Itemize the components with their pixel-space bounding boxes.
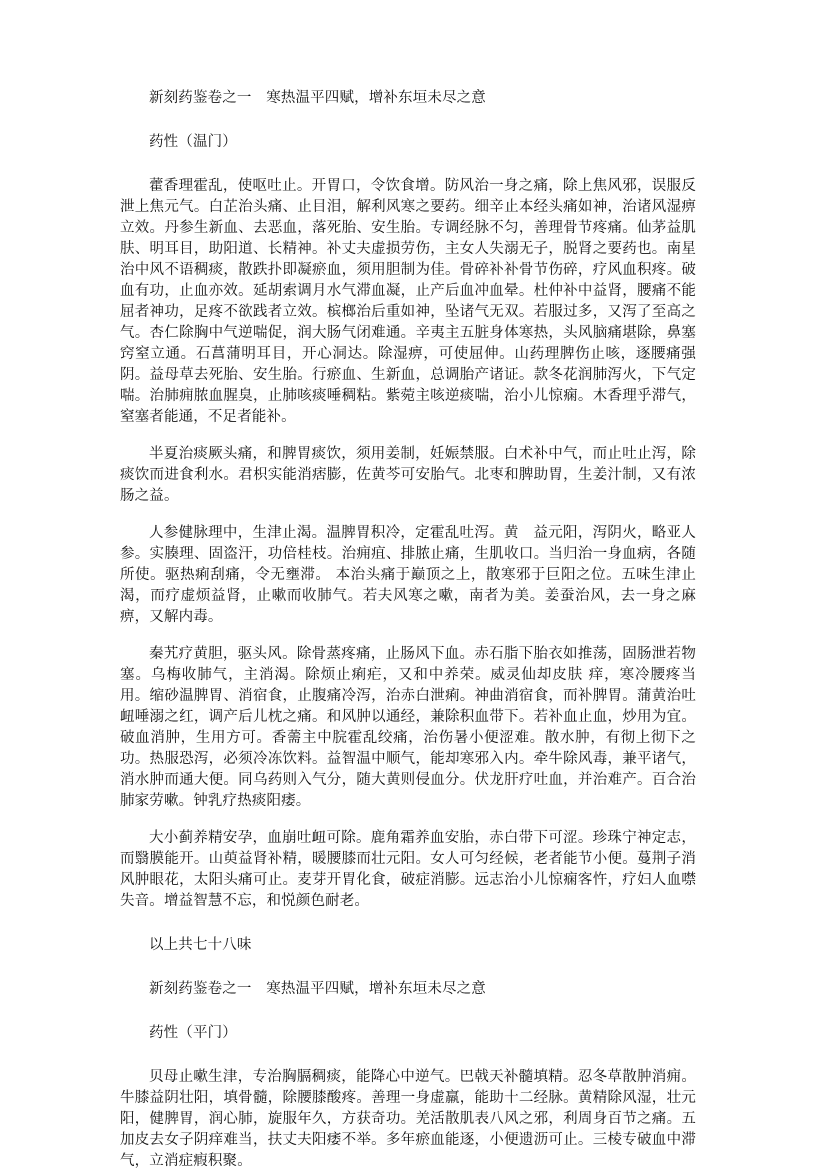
body-paragraph: 大小蓟养精安孕，血崩吐衄可除。鹿角霜养血安胎，赤白带下可涩。珍珠宁神定志，而翳膜能开。山萸益肾补精，暖腰膝而壮元阳。女人可匀经候，老者能节小便。蔓荆子消风肿眼花，太阳头痛可止。麦芽开胃化食，破症消膨。远志治小儿惊痫客忤，疗妇人血噤失音。增益智慧不忘，和悦颜色耐老。 — [120, 830, 696, 909]
section-title: 新刻药鉴卷之一 寒热温平四赋，增补东垣未尽之意 — [149, 90, 486, 106]
section-subtitle: 药性（温门） — [149, 134, 237, 150]
body-paragraph: 人参健脉理中，生津止渴。温脾胃积冷，定霍乱吐泻。黄 益元阳，泻阴火，略亚人参。实腠理、固盗汗，功倍桂枝。治痈疽、排脓止痛，生肌收口。当归治一身血病，各随所使。驱热痢刮痛，令无壅滞。 本治头痛于巅顶之上，散寒邪于巨阳之位。五味生津止渴，而疗虚烦益肾，止嗽而收肺气。若夫风寒之嗽，南者为美。姜蚕治风，去一身之麻痹，又解内毒。 — [120, 525, 696, 625]
document-page — [120, 88, 696, 1172]
body-paragraph: 藿香理霍乱，使呕吐止。开胃口，令饮食增。防风治一身之痛，除上焦风邪，误服反泄上焦元气。白芷治头痛、止目泪，解利风寒之要药。细辛止本经头痛如神，治诸风湿痹立效。丹参生新血、去恶血，落死胎、安生胎。专调经脉不匀，善理骨节疼痛。仙茅益肌肤、明耳目，助阳道、长精神。补丈夫虚损劳伤，主女人失溺无子，脱肾之要药也。南星治中风不语稠痰，散跌扑即凝瘀血，须用胆制为佳。骨碎补补骨节伤碎，疗风血积疼。破血有功，止血亦效。延胡索调月水气滞血凝，止产后血冲血晕。杜仲补中益肾，腰痛不能屈者神功，足疼不欲践者立效。槟榔治后重如神，坠诸气无双。若服过多，又泻了至高之气。杏仁除胸中气逆喘促，润大肠气闭难通。辛夷主五脏身体寒热，头风脑痛堪除，鼻塞窍窒立通。石菖蒲明耳目，开心洞达。除湿痹，可使屈伸。山药理脾伤止咳，逐腰痛强阴。益母草去死胎、安生胎。行瘀血、生新血，总调胎产诸证。款冬花润肺泻火，下气定喘。治肺痈脓血腥臭，止肺咳痰唾稠粘。紫菀主咳逆痰喘，治小儿惊痫。木香理乎滞气，窒塞者能通，不足者能补。 — [120, 178, 696, 425]
section-subtitle: 药性（平门） — [149, 1025, 237, 1041]
body-paragraph: 贝母止嗽生津，专治胸膈稠痰，能降心中逆气。巴戟天补髓填精。忍冬草散肿消痈。牛膝益阴壮阳，填骨髓，除腰膝酸疼。善理一身虚羸，能助十二经脉。黄精除风湿，壮元阳，健脾胃，润心肺，旋服年久，方获奇功。羌活散肌表八风之邪，利周身百节之痛。五加皮去女子阴痒难当，扶丈夫阳痿不举。多年瘀血能逐，小便遗沥可止。三棱专破血中滞气，立消症瘕积聚。 — [120, 1069, 696, 1169]
body-paragraph: 半夏治痰厥头痛，和脾胃痰饮，须用姜制，妊娠禁服。白术补中气，而止吐止泻，除痰饮而进食利水。君枳实能消痞膨，佐黄芩可安胎气。北枣和脾助胃，生姜汁制，又有浓肠之益。 — [120, 446, 696, 504]
item-total: 以上共七十八味 — [149, 937, 252, 953]
body-paragraph: 秦艽疗黄胆，驱头风。除骨蒸疼痛，止肠风下血。赤石脂下胎衣如推荡，固肠泄若物塞。乌梅收肺气，主消渴。除烦止痢疟，又和中养荣。威灵仙却皮肤 痒，寒冷腰疼当用。缩砂温脾胃、消宿食，止腹痛冷泻，治赤白泄痢。神曲消宿食，而补脾胃。蒲黄治吐衄唾溺之红，调产后儿枕之痛。和风肿以通经，兼除积血带下。若补血止血，炒用为宜。破血消肿，生用方可。香薷主中脘霍乱绞痛，治伤暑小便涩难。散水肿，有彻上彻下之功。热服恐泻，必须冷冻饮料。益智温中顺气，能却寒邪入内。牵牛除风毒，兼平诸气，消水肿而通大便。同乌药则入气分，随大黄则侵血分。伏龙肝疗吐血，并治难产。百合治肺家劳嗽。钟乳疗热痰阳痿。 — [120, 646, 696, 809]
section-title: 新刻药鉴卷之一 寒热温平四赋，增补东垣未尽之意 — [149, 981, 486, 997]
